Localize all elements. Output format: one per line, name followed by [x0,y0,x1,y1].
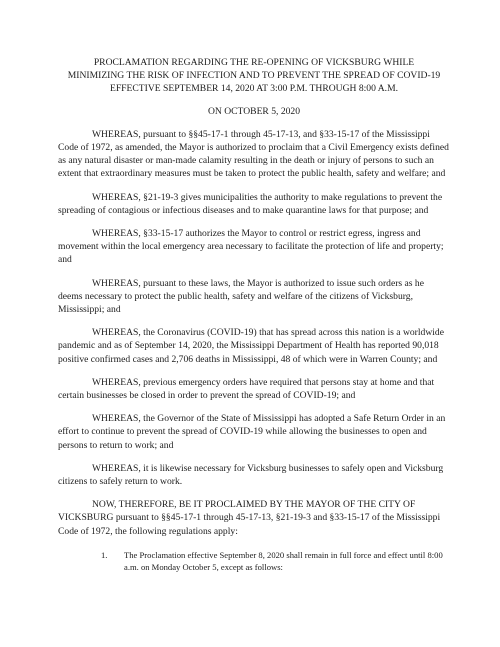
title-line: PROCLAMATION REGARDING THE RE-OPENING OF VICKSBURG WHILE [93,57,415,68]
whereas-paragraph: WHEREAS, pursuant to §§45-17-1 through 45-17-13, and §33-15-17 of the Mississippi Code of 1972, as amended, the Mayor is authorized to proclaim that a Civil Emergency exists defined as any natural disaster or man-made calamity resulting in the death or injury of persons to such an extent that extraordinary measures must be taken to protect the public health, safety and welfare; and [58,128,449,180]
regulations-list [58,549,450,574]
title-line: MINIMIZING THE RISK OF INFECTION AND TO PREVENT THE SPREAD OF COVID-19 [67,70,441,82]
list-item [101,549,450,574]
whereas-paragraph: WHEREAS, pursuant to these laws, the Mayor is authorized to issue such orders as he deems necessary to protect the public health, safety and welfare of the citizens of Vicksburg, Mississippi; and [58,277,424,316]
whereas-paragraph: WHEREAS, §21-19-3 gives municipalities the authority to make regulations to prevent the spreading of contagious or infectious diseases and to make quarantine laws for that purpose; and [58,191,443,216]
list-item-number: 1. [101,549,108,560]
title-line: EFFECTIVE SEPTEMBER 14, 2020 AT 3:00 P.M. THROUGH 8:00 A.M. [109,83,399,95]
whereas-paragraph: WHEREAS, the Coronavirus (COVID-19) that has spread across this nation is a worldwide pandemic and as of September 14, 2020, the Mississippi Department of Health has reported 90,018 positive confirmed cases and 2,706 deaths in Mississippi, 48 of which were in Warren County; and [58,327,444,365]
whereas-paragraph: WHEREAS, it is likewise necessary for Vicksburg businesses to safely open and Vicksburg citizens to safely return to work. [58,462,444,488]
proclamation-date: ON OCTOBER 5, 2020 [207,105,301,117]
proclamation-paragraph: NOW, THEREFORE, BE IT PROCLAIMED BY THE MAYOR OF THE CITY OF VICKSBURG pursuant to §§45-17-1 through 45-17-13, §21-19-3 and §33-15-17 of the Mississippi Code of 1972, the following regulations apply: [58,499,441,537]
whereas-paragraph: WHEREAS, the Governor of the State of Mississippi has adopted a Safe Return Order in an effort to continue to prevent the spread of COVID-19 while allowing the businesses to open and persons to return to work; and [58,413,446,451]
proclamation-title [58,56,450,96]
list-item-text: The Proclamation effective September 8, 2020 shall remain in full force and effect until 8:00 a.m. on Monday October 5, except as follows: [124,549,443,573]
whereas-paragraph: WHEREAS, §33-15-17 authorizes the Mayor to control or restrict egress, ingress and movement within the local emergency area necessary to facilitate the protection of life and property; and [58,228,444,266]
whereas-paragraph: WHEREAS, previous emergency orders have required that persons stay at home and that certain businesses be closed in order to prevent the spread of COVID-19; and [58,376,435,402]
